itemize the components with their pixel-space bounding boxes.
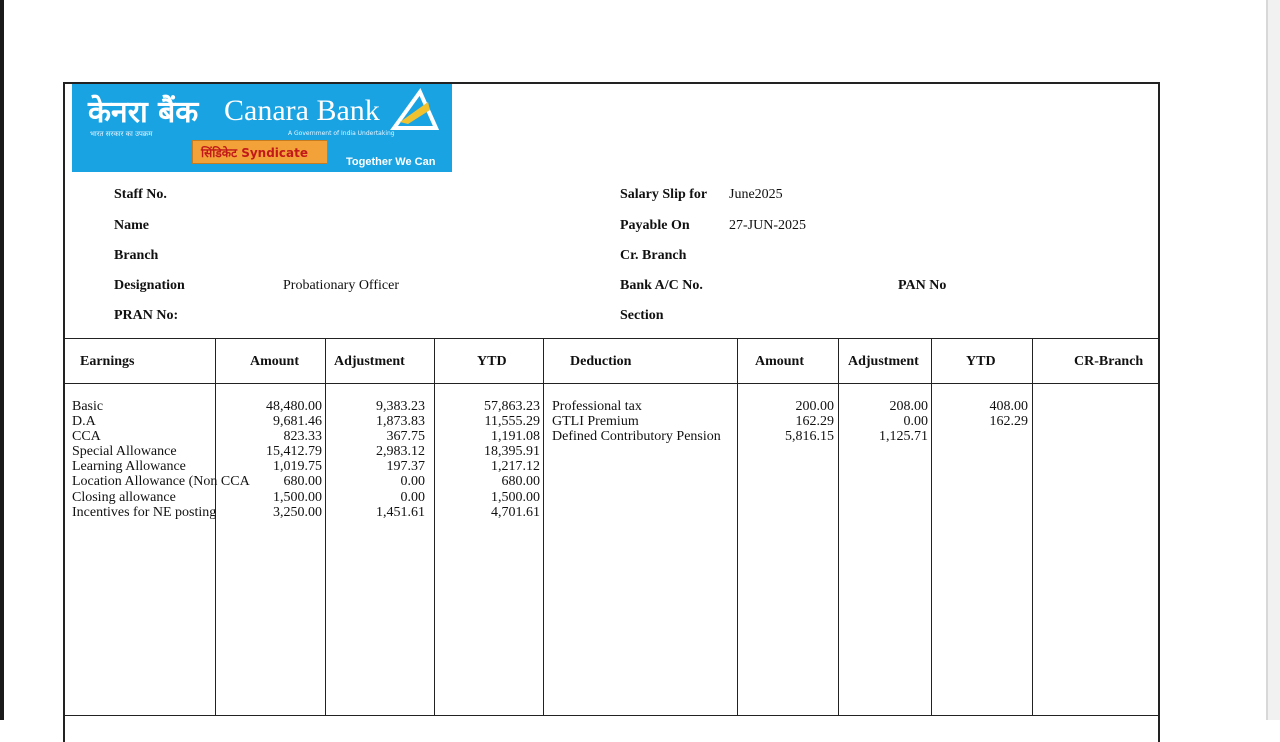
table-cell: 57,863.23 xyxy=(484,399,540,414)
table-cell: 1,451.61 xyxy=(376,504,425,520)
table-cell: 208.00 xyxy=(889,399,928,414)
salary-slip-label: Salary Slip for xyxy=(620,187,708,202)
table-cell: 0.00 xyxy=(903,414,928,430)
payable-on-label: Payable On xyxy=(620,218,690,233)
th-deduction-amount: Amount xyxy=(755,354,805,369)
logo-english-tagline: A Government of India Undertaking xyxy=(288,130,395,137)
table-row: Closing allowance xyxy=(72,489,176,505)
table-row: Professional tax xyxy=(552,399,642,414)
table-row: Learning Allowance xyxy=(72,459,186,475)
table-row: Defined Contributory Pension xyxy=(552,429,721,445)
table-row: D.A xyxy=(72,414,96,430)
table-cell: 1,125.71 xyxy=(879,429,928,445)
table-cell: 5,816.15 xyxy=(785,429,834,445)
logo-hindi-tagline: भारत सरकार का उपक्रम xyxy=(90,130,153,138)
table-cell: 162.29 xyxy=(795,414,834,430)
earnings-amounts xyxy=(222,399,322,520)
staff-no-label: Staff No. xyxy=(114,187,167,202)
th-ytd: YTD xyxy=(477,354,507,369)
th-deduction: Deduction xyxy=(570,354,632,369)
table-cell: 3,250.00 xyxy=(273,504,322,520)
table-cell: 162.29 xyxy=(989,414,1028,430)
deduction-ytd xyxy=(936,399,1028,444)
designation-value: Probationary Officer xyxy=(283,278,399,293)
table-cell: 11,555.29 xyxy=(484,414,540,430)
deduction-names xyxy=(552,399,742,444)
table-cell: 197.37 xyxy=(386,459,425,475)
branch-label: Branch xyxy=(114,248,159,263)
deduction-adjustments xyxy=(842,399,928,444)
table-cell: 680.00 xyxy=(501,474,540,490)
table-cell: 1,500.00 xyxy=(491,489,540,505)
table-top-border xyxy=(63,338,1160,339)
col-divider xyxy=(543,338,544,716)
table-cell: 1,191.08 xyxy=(491,429,540,445)
earnings-adjustments xyxy=(330,399,425,520)
table-cell: 200.00 xyxy=(795,399,834,414)
table-row: Incentives for NE posting xyxy=(72,504,217,520)
earnings-ytd xyxy=(440,399,540,520)
table-cell: 823.33 xyxy=(283,429,322,445)
th-deduction-adjustment: Adjustment xyxy=(848,354,919,369)
table-cell: 680.00 xyxy=(283,474,322,490)
table-cell: 15,412.79 xyxy=(266,444,322,460)
col-divider xyxy=(737,338,738,716)
table-cell: 9,383.23 xyxy=(376,399,425,414)
designation-label: Designation xyxy=(114,278,185,293)
logo-english-name: Canara Bank xyxy=(224,94,380,127)
table-cell: 1,873.83 xyxy=(376,414,425,430)
col-divider xyxy=(215,338,216,716)
name-label: Name xyxy=(114,218,149,233)
table-cell: 367.75 xyxy=(386,429,425,445)
table-cell: 18,395.91 xyxy=(484,444,540,460)
table-row: Basic xyxy=(72,399,104,414)
col-divider xyxy=(1032,338,1033,716)
table-cell: 9,681.46 xyxy=(273,414,322,430)
pran-label: PRAN No: xyxy=(114,308,179,323)
canara-bank-logo xyxy=(72,84,452,172)
payable-on-value: 27-JUN-2025 xyxy=(729,218,806,233)
table-cell: 4,701.61 xyxy=(491,504,540,520)
salary-slip-value: June2025 xyxy=(729,187,783,202)
table-cell xyxy=(936,429,1028,444)
table-row: Special Allowance xyxy=(72,444,177,460)
cr-branch-label: Cr. Branch xyxy=(620,248,687,263)
deduction-amounts xyxy=(744,399,834,444)
window-edge-left xyxy=(0,0,4,720)
logo-together-tagline: Together We Can xyxy=(346,156,436,168)
table-bottom-border xyxy=(63,715,1160,716)
th-amount: Amount xyxy=(250,354,300,369)
table-cell: 1,019.75 xyxy=(273,459,322,475)
col-divider xyxy=(325,338,326,716)
col-divider xyxy=(931,338,932,716)
canara-triangle-icon xyxy=(390,88,440,132)
table-row: CCA xyxy=(72,429,101,445)
bank-ac-label: Bank A/C No. xyxy=(620,278,703,293)
table-cell: 0.00 xyxy=(400,489,425,505)
table-row: GTLI Premium xyxy=(552,414,639,430)
th-cr-branch: CR-Branch xyxy=(1074,354,1144,369)
col-divider xyxy=(838,338,839,716)
table-cell: 2,983.12 xyxy=(376,444,425,460)
section-label: Section xyxy=(620,308,664,323)
logo-hindi-name: केनरा बैंक xyxy=(88,95,199,130)
table-header-border xyxy=(63,383,1160,384)
th-earnings: Earnings xyxy=(80,354,135,369)
syndicate-text: सिंडिकेट Syndicate xyxy=(201,146,308,160)
table-cell: 48,480.00 xyxy=(266,399,322,414)
syndicate-badge xyxy=(192,140,328,164)
table-row: Location Allowance (Non CCA xyxy=(72,474,250,490)
th-adjustment: Adjustment xyxy=(334,354,405,369)
table-cell: 1,500.00 xyxy=(273,489,322,505)
th-deduction-ytd: YTD xyxy=(966,354,996,369)
table-cell: 1,217.12 xyxy=(491,459,540,475)
table-cell: 408.00 xyxy=(989,399,1028,414)
col-divider xyxy=(434,338,435,716)
pan-no-label: PAN No xyxy=(898,278,947,293)
scrollbar-track[interactable] xyxy=(1268,0,1280,720)
table-cell: 0.00 xyxy=(400,474,425,490)
